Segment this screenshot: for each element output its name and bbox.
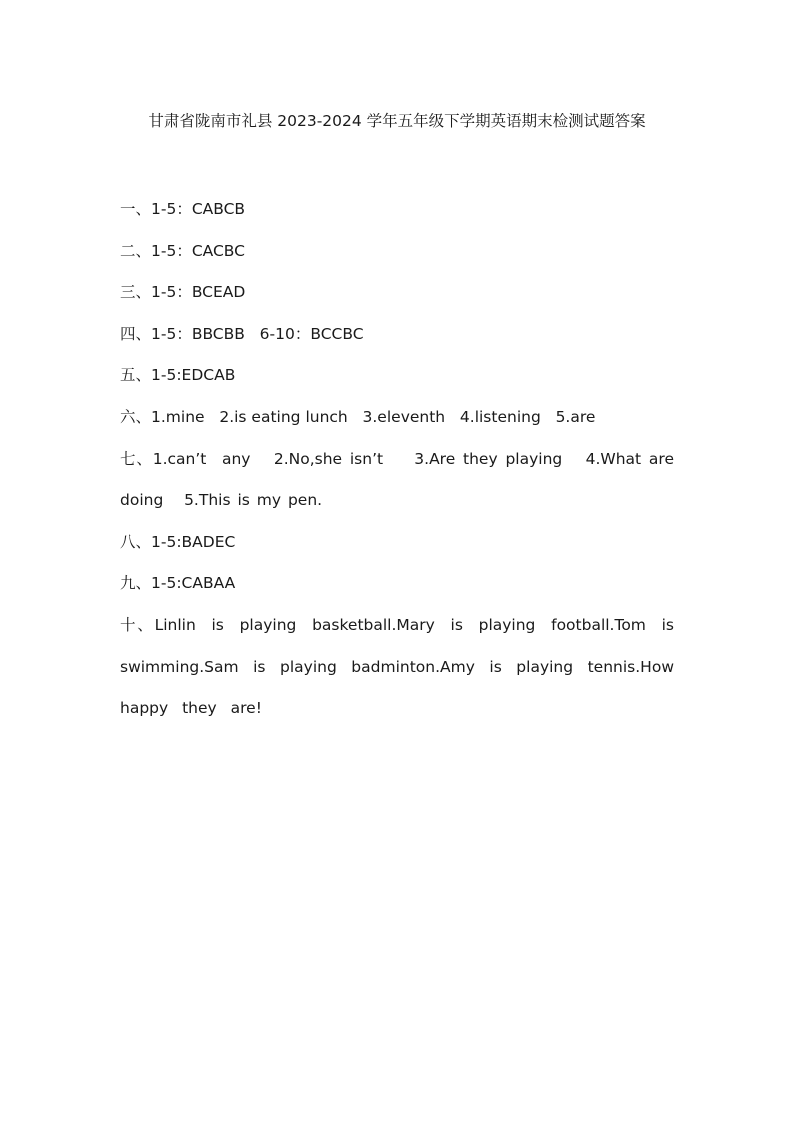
answer-section-4: 四、1-5：BBCBB 6-10：BCCBC — [120, 324, 364, 343]
answer-section-10: 十、Linlin is playing basketball.Mary is playing football.Tom is swimming.Sam is playing badminton.Amy is playing tennis.How happy they are! — [120, 615, 688, 718]
answer-section-6: 六、1.mine 2.is eating lunch 3.eleventh 4.listening 5.are — [120, 407, 596, 426]
answer-section-9: 九、1-5:CABAA — [120, 574, 236, 593]
answer-section-2: 二、1-5：CACBC — [120, 241, 245, 260]
document-title: 甘肃省陇南市礼县 2023-2024 学年五年级下学期英语期末检测试题答案 — [148, 112, 646, 130]
answer-section-3: 三、1-5：BCEAD — [120, 283, 246, 302]
answer-list — [120, 189, 688, 730]
answer-section-7: 七、1.can’t any 2.No,she isn’t 3.Are they playing 4.What are doing 5.This is my pen. — [120, 449, 681, 510]
answer-section-8: 八、1-5:BADEC — [120, 532, 236, 551]
answer-section-1: 一、1-5：CABCB — [120, 200, 246, 218]
answer-section-5: 五、1-5:EDCAB — [120, 366, 236, 385]
